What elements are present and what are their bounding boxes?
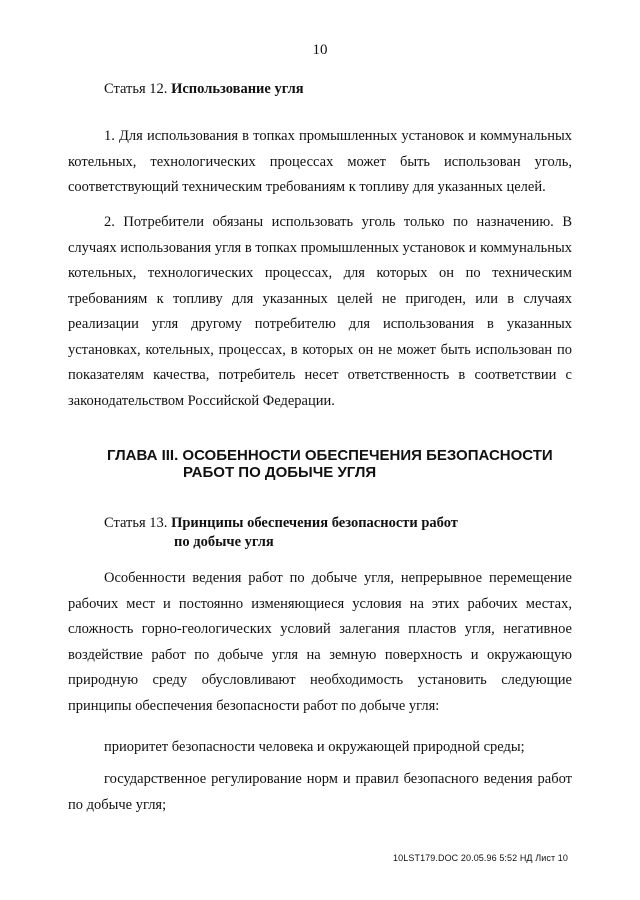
chapter-3-heading-line-2: РАБОТ ПО ДОБЫЧЕ УГЛЯ xyxy=(183,464,377,481)
article-13-principle-1: приоритет безопасности человека и окружающей природной среды; xyxy=(104,739,525,755)
article-13-title-line-1: Принципы обеспечения безопасности работ xyxy=(171,515,458,531)
page-number: 10 xyxy=(312,42,328,58)
article-12-heading xyxy=(104,80,304,99)
article-13-principle-2: государственное регулирование норм и правил безопасного ведения работ по добыче угля; xyxy=(68,771,572,813)
article-13-paragraph-1: Особенности ведения работ по добыче угля, непрерывное перемещение рабочих мест и постоянно изменяющиеся условия на этих рабочих местах, сложность горно-геологических условий залегания пластов угля, негативное воздействие работ по добыче угля на земную поверхность и окружающую природную среду обусловливают необходимость установить следующие принципы обеспечения безопасности работ по добыче угля: xyxy=(68,570,572,714)
article-13-heading xyxy=(104,514,458,552)
chapter-3-heading-line-1: ГЛАВА III. ОСОБЕННОСТИ ОБЕСПЕЧЕНИЯ БЕЗОПАСНОСТИ xyxy=(107,447,553,464)
article-12-prefix: Статья 12. xyxy=(104,81,168,97)
article-13-title-line-2: по добыче угля xyxy=(174,534,274,550)
article-12-title: Использование угля xyxy=(171,81,304,97)
article-13-prefix: Статья 13. xyxy=(104,515,168,531)
chapter-3-heading xyxy=(0,447,640,481)
article-12-paragraph-2: 2. Потребители обязаны использовать уголь только по назначению. В случаях использования угля в топках промышленных установок и коммунальных котельных, технологических процессах, для которых он по техническим требованиям к топливу для указанных целей не пригоден, или в случаях реализации угля другому потребителю для использования в указанных установках, котельных, процессах, в которых он не может быть использован по показателям качества, потребитель несет ответственность в соответствии с законодательством Российской Федерации. xyxy=(68,214,572,409)
document-footer: 10LST179.DOC 20.05.96 5:52 НД Лист 10 xyxy=(393,853,568,863)
article-12-paragraph-1: 1. Для использования в топках промышленных установок и коммунальных котельных, технологических процессах может быть использован уголь, соответствующий техническим требованиям к топливу для указанных целей. xyxy=(68,128,572,195)
